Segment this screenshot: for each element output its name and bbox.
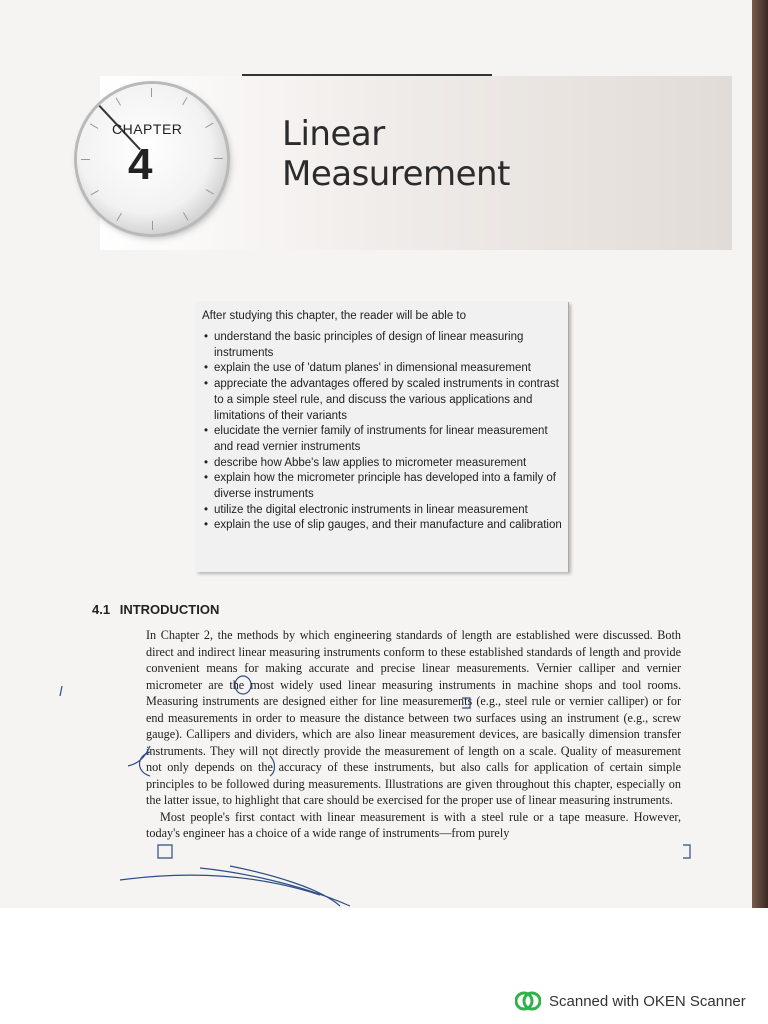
pen-underline-2 <box>200 868 350 906</box>
chapter-title-line-1: Linear <box>282 114 385 154</box>
scanner-watermark <box>515 990 746 1012</box>
objective-item: • utilize the digital electronic instruments in linear measurement <box>204 503 564 519</box>
objectives-intro: After studying this chapter, the reader will be able to <box>202 310 467 322</box>
chapter-label: CHAPTER <box>112 121 183 137</box>
objective-item: • explain the use of slip gauges, and their manufacture and calibration <box>204 518 564 534</box>
objective-item: • elucidate the vernier family of instruments for linear measurement and read vernier instruments <box>204 424 564 455</box>
paragraph-1: In Chapter 2, the methods by which engineering standards of length are established were discussed. Both direct and indirect linear measuring instruments conform to these established standards of length and provide convenient means for making accurate and precise linear measurements. Vernier calliper and vernier micrometer are the most widely used linear measuring instruments in machine shops and tool rooms. Measuring instruments are designed either for line measurements (e.g., steel rule or vernier calliper) or for end measurements in order to measure the distance between two surfaces using an instrument (e.g., screw gauge). Callipers and dividers, which are also linear measurement devices, are basically dimension transfer instruments. They will not directly provide the measurement of length on a scale. Quality of measurement not only depends on the accuracy of these instruments, but also calls for application of certain simple principles to be followed during measurements. Illustrations are given throughout this chapter, especially on the latter issue, to highlight that care should be exercised for the proper use of linear measuring instruments. <box>146 628 681 807</box>
body-text <box>146 627 681 842</box>
section-number: 4.1 <box>92 602 111 617</box>
objective-item: • explain the use of 'datum planes' in dimensional measurement <box>204 361 564 377</box>
chapter-title-line-2: Measurement <box>282 154 510 194</box>
objective-item: • appreciate the advantages offered by scaled instruments in contrast to a simple steel rule, and discuss the various applications and limitations of their variants <box>204 377 564 424</box>
oken-scanner-logo-icon <box>515 990 541 1012</box>
pen-tick-mark <box>60 686 62 696</box>
objective-item: • describe how Abbe's law applies to micrometer measurement <box>204 456 564 472</box>
section-title: INTRODUCTION <box>119 602 220 617</box>
paragraph-2: Most people's first contact with linear measurement is with a steel rule or a tape measure. However, today's engineer has a choice of a wide range of instruments—from purely <box>146 809 681 840</box>
objective-item: • understand the basic principles of design of linear measuring instruments <box>204 330 564 361</box>
pen-underline-3 <box>230 866 340 906</box>
pen-box-start <box>158 845 172 858</box>
objective-item: • explain how the micrometer principle has developed into a family of diverse instruments <box>204 471 564 502</box>
book-spine-edge <box>752 0 768 908</box>
pen-box-end <box>683 845 690 858</box>
learning-objectives-box <box>196 302 569 572</box>
section-heading <box>92 602 219 617</box>
chapter-title <box>282 114 510 194</box>
scanner-watermark-text: Scanned with OKEN Scanner <box>549 992 746 1010</box>
pen-underline-1 <box>120 875 320 895</box>
chapter-number: 4 <box>128 140 153 189</box>
objectives-list <box>204 330 564 534</box>
